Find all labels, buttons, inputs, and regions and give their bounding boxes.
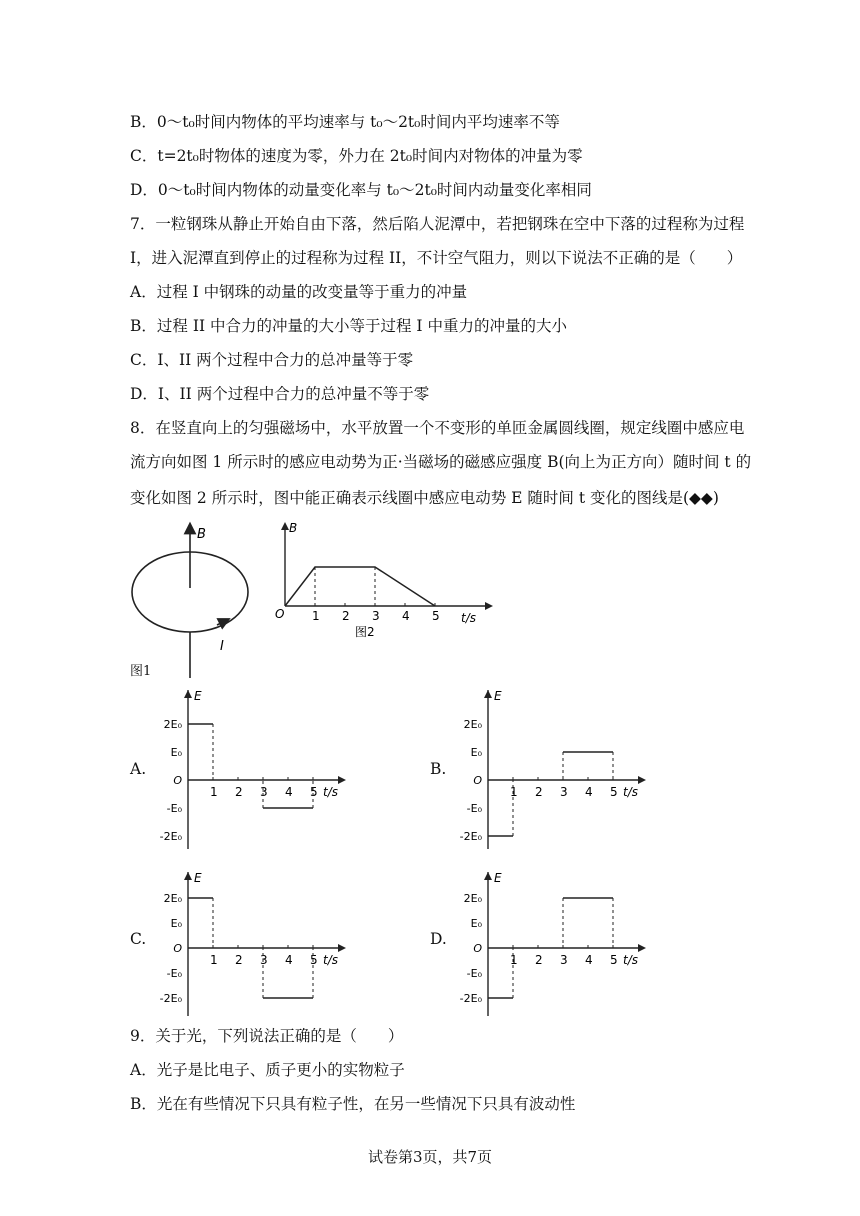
question-9: 9．关于光，下列说法正确的是（ ） [130, 1027, 404, 1045]
t-axis-label: t/s [323, 785, 338, 799]
fig2-tick-label: 3 [372, 609, 380, 623]
option-8a-label: A. [130, 760, 147, 778]
t-tick-label: 5 [610, 953, 618, 967]
e-tick-label: 2E₀ [163, 718, 182, 731]
t-axis-arrow [638, 776, 646, 784]
e-axis-label: E [494, 689, 502, 703]
e-tick-label: O [173, 942, 182, 955]
t-tick-label: 2 [535, 785, 543, 799]
e-axis-label: E [494, 871, 502, 885]
e-tick-label: 2E₀ [463, 892, 482, 905]
e-axis-arrow [484, 872, 492, 880]
t-axis-arrow [338, 776, 346, 784]
fig2-caption: 图2 [355, 625, 375, 639]
fig2-tick-label: 2 [342, 609, 350, 623]
t-tick-label: 2 [535, 953, 543, 967]
option-7a: A．过程 I 中钢珠的动量的改变量等于重力的冲量 [130, 283, 468, 301]
e-axis-label: E [194, 689, 202, 703]
option-6d: D．0～t₀时间内物体的动量变化率与 t₀～2t₀时间内动量变化率相同 [130, 181, 592, 199]
e-tick-label: -2E₀ [459, 830, 482, 843]
e-tick-label: O [473, 942, 482, 955]
t-axis-label: t/s [623, 785, 638, 799]
option-6c: C．t=2t₀时物体的速度为零，外力在 2t₀时间内对物体的冲量为零 [130, 147, 583, 165]
question-7-line1: 7．一粒钢珠从静止开始自由下落，然后陷人泥潭中，若把钢珠在空中下落的过程称为过程 [130, 215, 745, 233]
t-tick-label: 4 [585, 953, 593, 967]
t-axis-arrow [638, 944, 646, 952]
t-tick-label: 1 [510, 785, 518, 799]
t-tick-label: 4 [585, 785, 593, 799]
e-tick-label: E₀ [470, 746, 482, 759]
t-tick-label: 2 [235, 953, 243, 967]
page-footer: 试卷第3页，共7页 [367, 1148, 493, 1166]
question-8-line2: 流方向如图 1 所示时的感应电动势为正·当磁场的磁感应强度 B(向上为正方向）随时间 t 的 [130, 453, 752, 471]
option-8d-label: D. [430, 930, 447, 948]
fig2-tick-label: 4 [402, 609, 410, 623]
option-8d-graph [450, 862, 680, 1022]
question-8-line1: 8．在竖直向上的匀强磁场中，水平放置一个不变形的单匝金属圆线圈，规定线圈中感应电 [130, 419, 745, 437]
fig2-tick-label: 5 [432, 609, 440, 623]
e-tick-label: 2E₀ [163, 892, 182, 905]
fig2-y-arrow [281, 522, 289, 530]
question-8-line3: 变化如图 2 所示时，图中能正确表示线圈中感应电动势 E 随时间 t 变化的图线是(◆◆) [130, 489, 719, 507]
fig2-tick-label: 1 [312, 609, 320, 623]
e-tick-label: O [473, 774, 482, 787]
fig1-caption: 图1 [130, 664, 152, 679]
option-9b: B．光在有些情况下只具有粒子性，在另一些情况下只具有波动性 [130, 1095, 576, 1113]
fig2-x-label: t/s [461, 611, 476, 625]
fig1-i-label: I [220, 639, 224, 654]
t-axis-label: t/s [623, 953, 638, 967]
t-tick-label: 4 [285, 785, 293, 799]
e-tick-label: -2E₀ [159, 830, 182, 843]
option-7c: C．I、II 两个过程中合力的总冲量等于零 [130, 351, 414, 369]
e-tick-label: E₀ [170, 746, 182, 759]
e-tick-label: -E₀ [166, 802, 182, 815]
t-tick-label: 5 [310, 953, 318, 967]
fig2-x-arrow [485, 602, 493, 610]
e-axis-arrow [184, 872, 192, 880]
t-tick-label: 4 [285, 953, 293, 967]
figure-2-b-t-graph [275, 522, 495, 644]
e-tick-label: 2E₀ [463, 718, 482, 731]
fig2-b-curve [285, 567, 435, 606]
option-6b: B．0～t₀时间内物体的平均速率与 t₀～2t₀时间内平均速率不等 [130, 113, 560, 131]
figure-1-coil [125, 520, 275, 680]
e-tick-label: -2E₀ [159, 992, 182, 1005]
e-tick-label: E₀ [470, 917, 482, 930]
option-8b-graph [450, 680, 680, 855]
t-tick-label: 5 [610, 785, 618, 799]
t-tick-label: 2 [235, 785, 243, 799]
option-8c-label: C. [130, 930, 147, 948]
t-tick-label: 1 [210, 953, 218, 967]
e-tick-label: E₀ [170, 917, 182, 930]
option-8a-graph [150, 680, 380, 855]
e-tick-label: -2E₀ [459, 992, 482, 1005]
e-tick-label: -E₀ [166, 967, 182, 980]
t-axis-label: t/s [323, 953, 338, 967]
e-axis-label: E [194, 871, 202, 885]
t-tick-label: 5 [310, 785, 318, 799]
t-tick-label: 3 [560, 953, 568, 967]
option-8b-label: B. [430, 760, 447, 778]
option-7b: B．过程 II 中合力的冲量的大小等于过程 I 中重力的冲量的大小 [130, 317, 567, 335]
option-7d: D．I、II 两个过程中合力的总冲量不等于零 [130, 385, 430, 403]
e-axis-arrow [484, 690, 492, 698]
fig2-origin: O [275, 607, 285, 621]
t-tick-label: 1 [210, 785, 218, 799]
t-tick-label: 1 [510, 953, 518, 967]
t-tick-label: 3 [560, 785, 568, 799]
e-tick-label: -E₀ [466, 802, 482, 815]
option-9a: A．光子是比电子、质子更小的实物粒子 [130, 1061, 405, 1079]
t-tick-label: 3 [260, 785, 268, 799]
fig2-y-label: B [289, 522, 298, 535]
t-axis-arrow [338, 944, 346, 952]
e-axis-arrow [184, 690, 192, 698]
option-8c-graph [150, 862, 380, 1022]
fig1-b-label: B [197, 527, 206, 542]
e-tick-label: O [173, 774, 182, 787]
t-tick-label: 3 [260, 953, 268, 967]
question-7-line2: I，进入泥潭直到停止的过程称为过程 II，不计空气阻力，则以下说法不正确的是（ ） [130, 249, 743, 267]
e-tick-label: -E₀ [466, 967, 482, 980]
